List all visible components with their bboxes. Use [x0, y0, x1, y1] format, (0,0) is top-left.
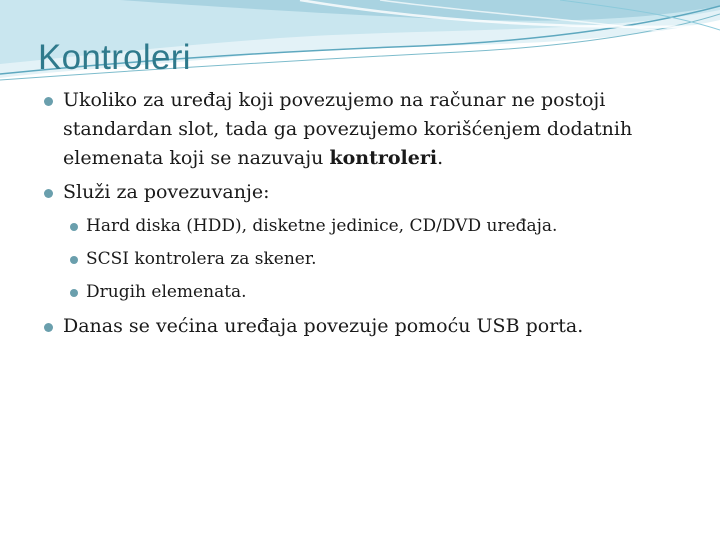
bullet-item-2 — [44, 178, 684, 207]
bullet-icon — [44, 97, 53, 106]
bullet-icon — [70, 223, 78, 231]
bullet-2-text: Služi za povezuvanje: — [63, 181, 270, 203]
bullet-icon — [70, 256, 78, 264]
bullet-1-bold-term: kontroleri — [329, 147, 438, 169]
bullet-list — [44, 86, 684, 207]
sub-bullet-item-2 — [70, 246, 684, 272]
slide-title: Kontroleri — [38, 38, 191, 77]
bullet-list-end — [44, 312, 684, 341]
bullet-1-text: Ukoliko za uređaj koji povezujemo na računar ne postoji standardan slot, tada ga povezujemo korišćenjem dodatnih elemenata koji se nazuvaju — [63, 89, 633, 169]
bullet-icon — [70, 289, 78, 297]
sub-bullet-list — [70, 213, 684, 305]
sub-bullet-item-3 — [70, 279, 684, 305]
bullet-3-text: Danas se većina uređaja povezuje pomoću USB porta. — [63, 315, 584, 337]
bullet-item-1 — [44, 86, 684, 173]
bullet-item-3 — [44, 312, 684, 341]
bullet-1-end: . — [437, 147, 444, 169]
sub-bullet-3-text: Drugih elemenata. — [86, 282, 247, 302]
sub-bullet-item-1 — [70, 213, 684, 239]
sub-bullet-2-text: SCSI kontrolera za skener. — [86, 249, 317, 269]
bullet-icon — [44, 323, 53, 332]
sub-bullet-1-text: Hard diska (HDD), disketne jedinice, CD/DVD uređaja. — [86, 216, 558, 236]
bullet-icon — [44, 189, 53, 198]
slide-body — [44, 86, 684, 346]
